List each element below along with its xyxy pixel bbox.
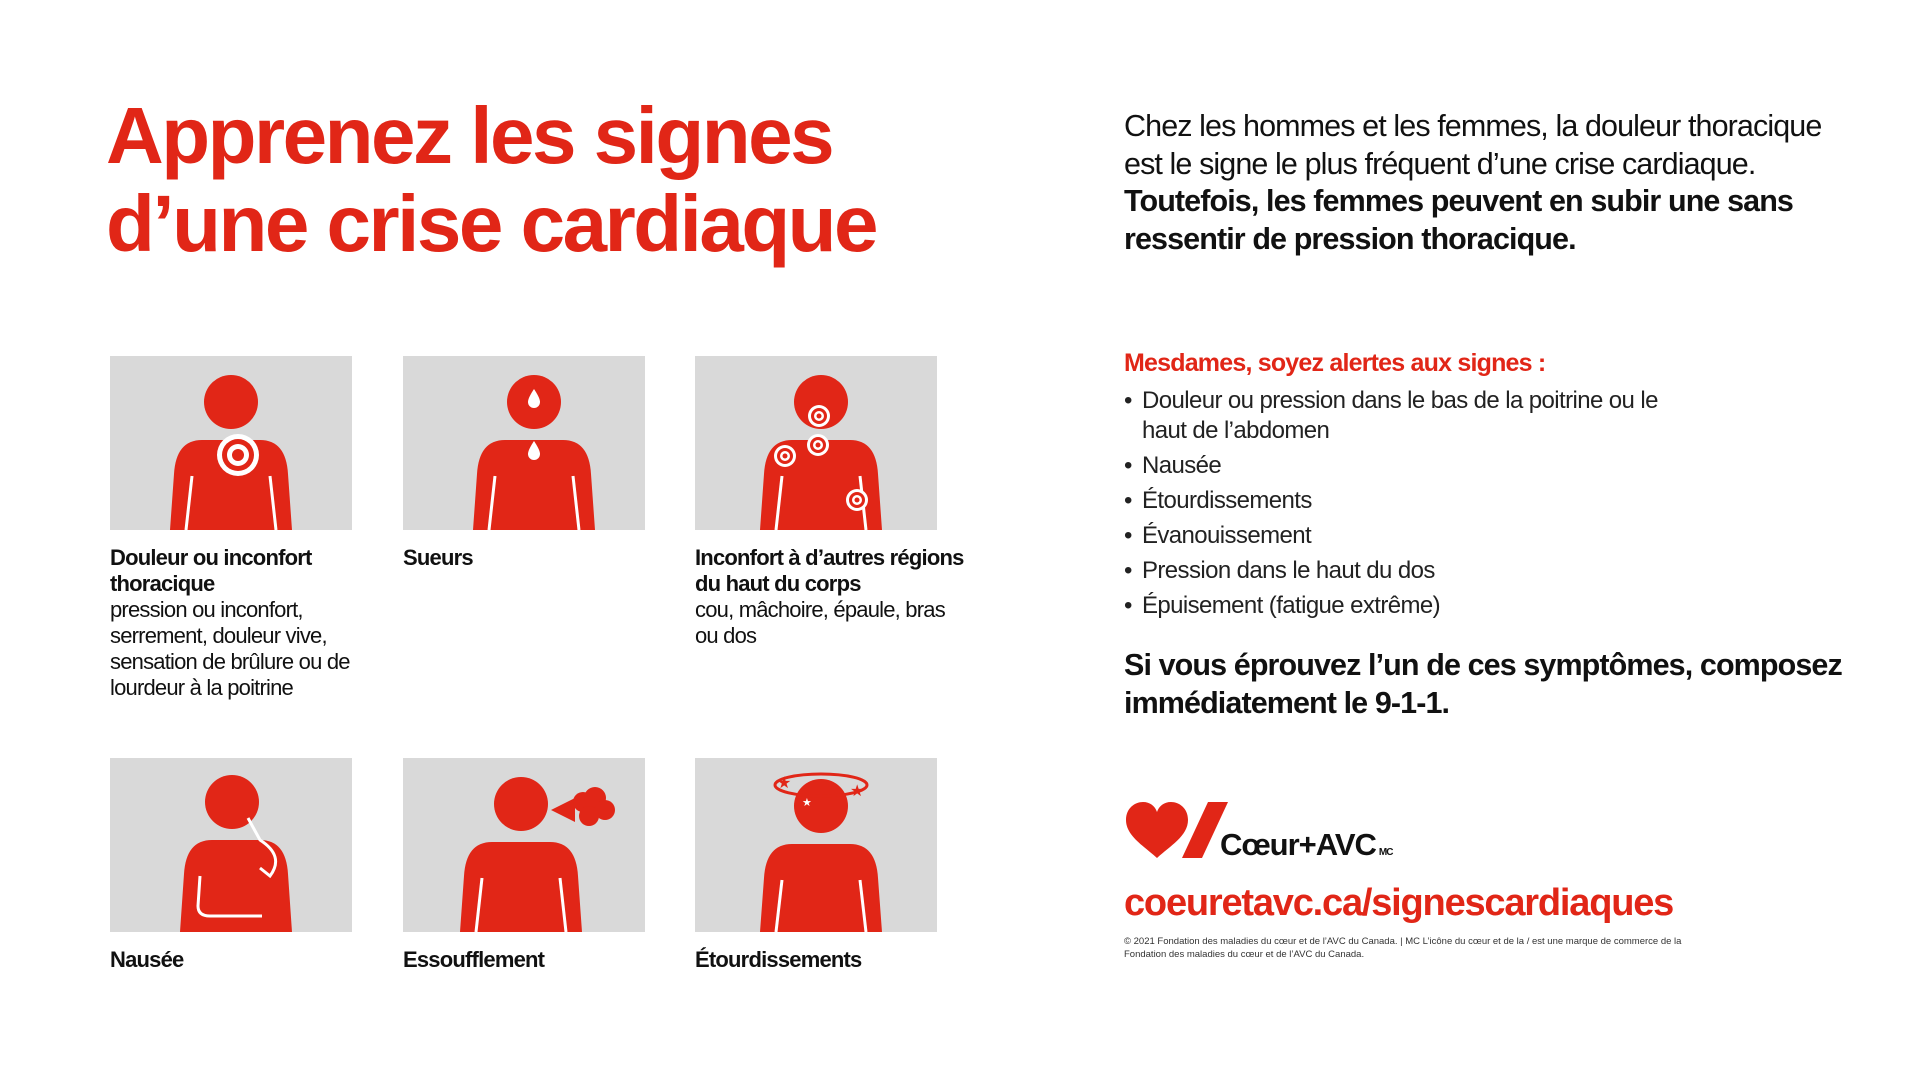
svg-text:★: ★ — [802, 796, 812, 809]
sign-title: Nausée — [110, 947, 184, 972]
logo-wordmark — [1220, 828, 1392, 870]
intro-bold-text: Toutefois, les femmes peuvent en subir une sans ressentir de pression thoracique. — [1124, 184, 1793, 256]
copyright-notice: © 2021 Fondation des maladies du cœur et de l’AVC du Canada. | MC L’icône du cœur et de la / est une marque de commerce de la Fondation des maladies du cœur et de l’AVC du Canada. — [1124, 936, 1682, 960]
title-line-1: Apprenez les signes — [106, 91, 833, 180]
logo-name: Cœur+AVC — [1220, 827, 1376, 862]
svg-text:★: ★ — [850, 781, 865, 800]
sign-description: cou, mâchoire, épaule, bras ou dos — [695, 597, 945, 648]
list-item: • Étourdissements — [1124, 486, 1684, 516]
sign-card-nausea — [110, 758, 382, 973]
sign-card-upper-body — [695, 356, 967, 649]
shortness-of-breath-icon — [403, 758, 645, 932]
website-url[interactable]: coeuretavc.ca/signescardiaques — [1124, 882, 1674, 924]
sign-title: Douleur ou inconfort thoracique — [110, 545, 312, 596]
sign-title: Sueurs — [403, 545, 473, 570]
heart-slash-logo-icon — [1124, 800, 1234, 860]
sign-title: Essoufflement — [403, 947, 545, 972]
sign-title: Inconfort à d’autres régions du haut du corps — [695, 545, 964, 596]
list-item: • Épuisement (fatigue extrême) — [1124, 591, 1684, 621]
chest-pain-icon — [110, 356, 352, 530]
sign-card-chest-pain — [110, 356, 382, 701]
nausea-icon — [110, 758, 352, 932]
sweating-icon — [403, 356, 645, 530]
svg-text:★: ★ — [777, 773, 792, 792]
list-item: • Nausée — [1124, 451, 1684, 481]
page-title — [106, 92, 876, 268]
sign-card-sweating — [403, 356, 675, 571]
title-line-2: d’une crise cardiaque — [106, 179, 877, 268]
women-signs-list — [1124, 386, 1684, 626]
women-signs-heading: Mesdames, soyez alertes aux signes : — [1124, 349, 1546, 377]
logo-trademark: MC — [1378, 847, 1393, 858]
logo — [1124, 800, 1454, 864]
sign-description: pression ou inconfort, serrement, douleur vive, sensation de brûlure ou de lourdeur à la poitrine — [110, 597, 350, 700]
sign-title: Étourdissements — [695, 947, 862, 972]
list-item: • Pression dans le haut du dos — [1124, 556, 1684, 586]
list-item: • Évanouissement — [1124, 521, 1684, 551]
dizziness-icon — [695, 758, 937, 932]
sign-card-dizziness — [695, 758, 967, 973]
sign-card-breath — [403, 758, 675, 973]
call-to-action: Si vous éprouvez l’un de ces symptômes, composez immédiatement le 9-1-1. — [1124, 648, 1842, 720]
intro-paragraph — [1124, 108, 1864, 258]
list-item: • Douleur ou pression dans le bas de la poitrine ou le haut de l’abdomen — [1124, 386, 1684, 446]
upper-body-discomfort-icon — [695, 356, 937, 530]
intro-text: Chez les hommes et les femmes, la douleur thoracique est le signe le plus fréquent d’une crise cardiaque. — [1124, 109, 1822, 181]
